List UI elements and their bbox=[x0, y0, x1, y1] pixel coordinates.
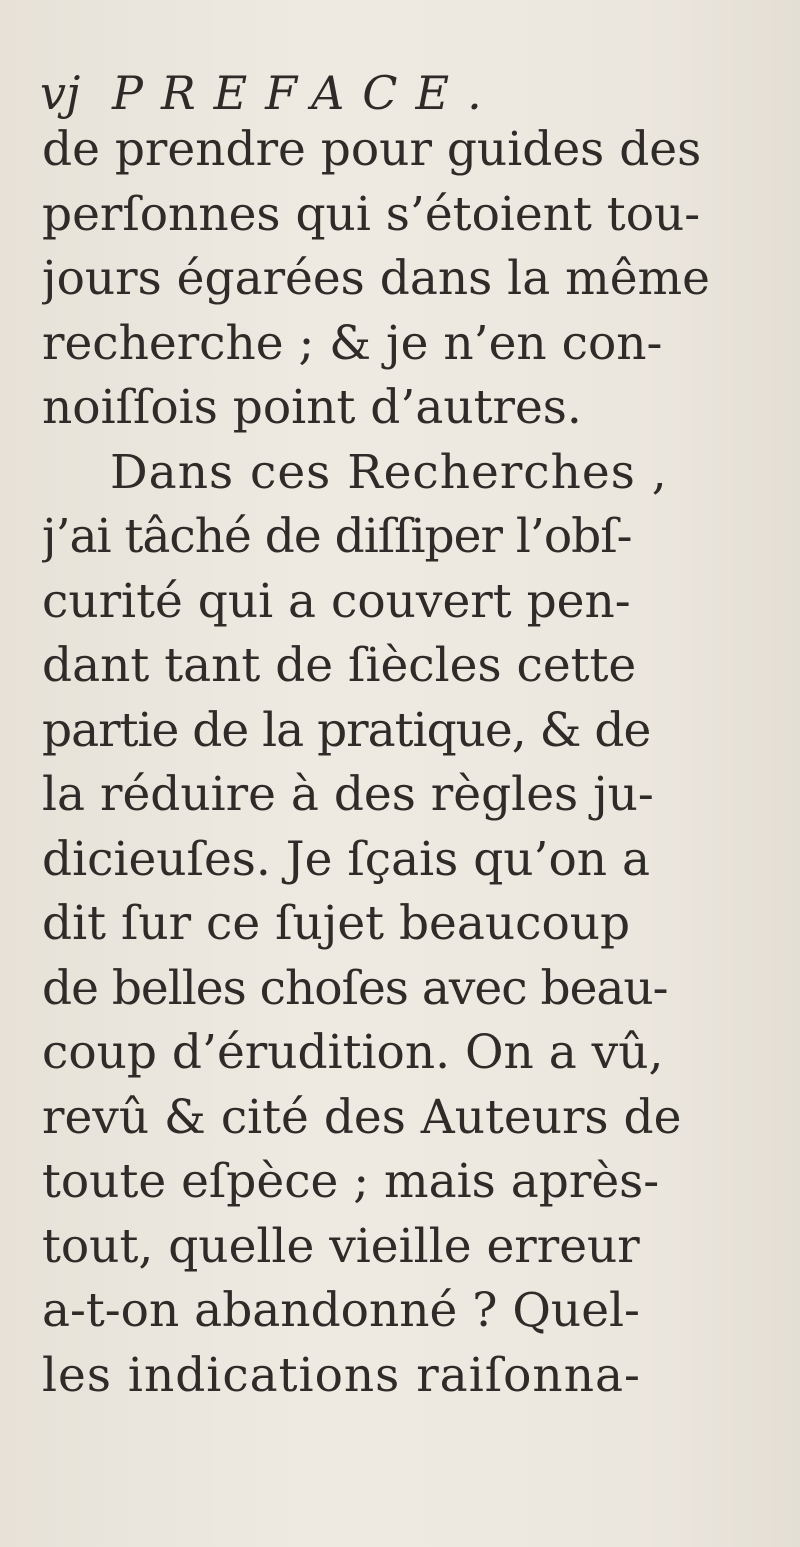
text-line: curité qui a couvert pen- bbox=[42, 573, 631, 629]
text-line: jours égarées dans la même bbox=[42, 251, 710, 306]
page-number: vj bbox=[40, 66, 81, 120]
text-line: perſonnes qui s’étoient tou- bbox=[42, 186, 701, 242]
running-head-title: PREFACE. bbox=[112, 66, 500, 120]
text-line: j’ai tâché de diſſiper l’obſ- bbox=[42, 509, 632, 564]
text-line: la réduire à des règles ju- bbox=[42, 767, 654, 822]
text-line: dicieuſes. Je ſçais qu’on a bbox=[42, 831, 651, 887]
text-line: noiſſois point d’autres. bbox=[42, 380, 582, 435]
text-line: dant tant de ſiècles cette bbox=[42, 638, 637, 693]
text-line: coup d’érudition. On a vû, bbox=[42, 1025, 664, 1080]
text-line: de prendre pour guides des bbox=[42, 122, 702, 177]
paragraph-first-line: Dans ces Recherches , bbox=[110, 444, 668, 500]
body-text bbox=[42, 118, 782, 1408]
text-line: de belles choſes avec beau- bbox=[42, 960, 668, 1016]
text-line: partie de la pratique, & de bbox=[42, 702, 651, 758]
text-line: tout, quelle vieille erreur bbox=[42, 1218, 640, 1274]
text-line: recherche ; & je n’en con- bbox=[42, 315, 663, 371]
text-line: toute eſpèce ; mais après- bbox=[42, 1154, 660, 1209]
text-line: a-t-on abandonné ? Quel- bbox=[42, 1283, 640, 1338]
text-line: revû & cité des Auteurs de bbox=[42, 1089, 682, 1145]
text-line: dit ſur ce ſujet beaucoup bbox=[42, 896, 631, 951]
text-line: les indications raiſonna- bbox=[42, 1347, 641, 1403]
